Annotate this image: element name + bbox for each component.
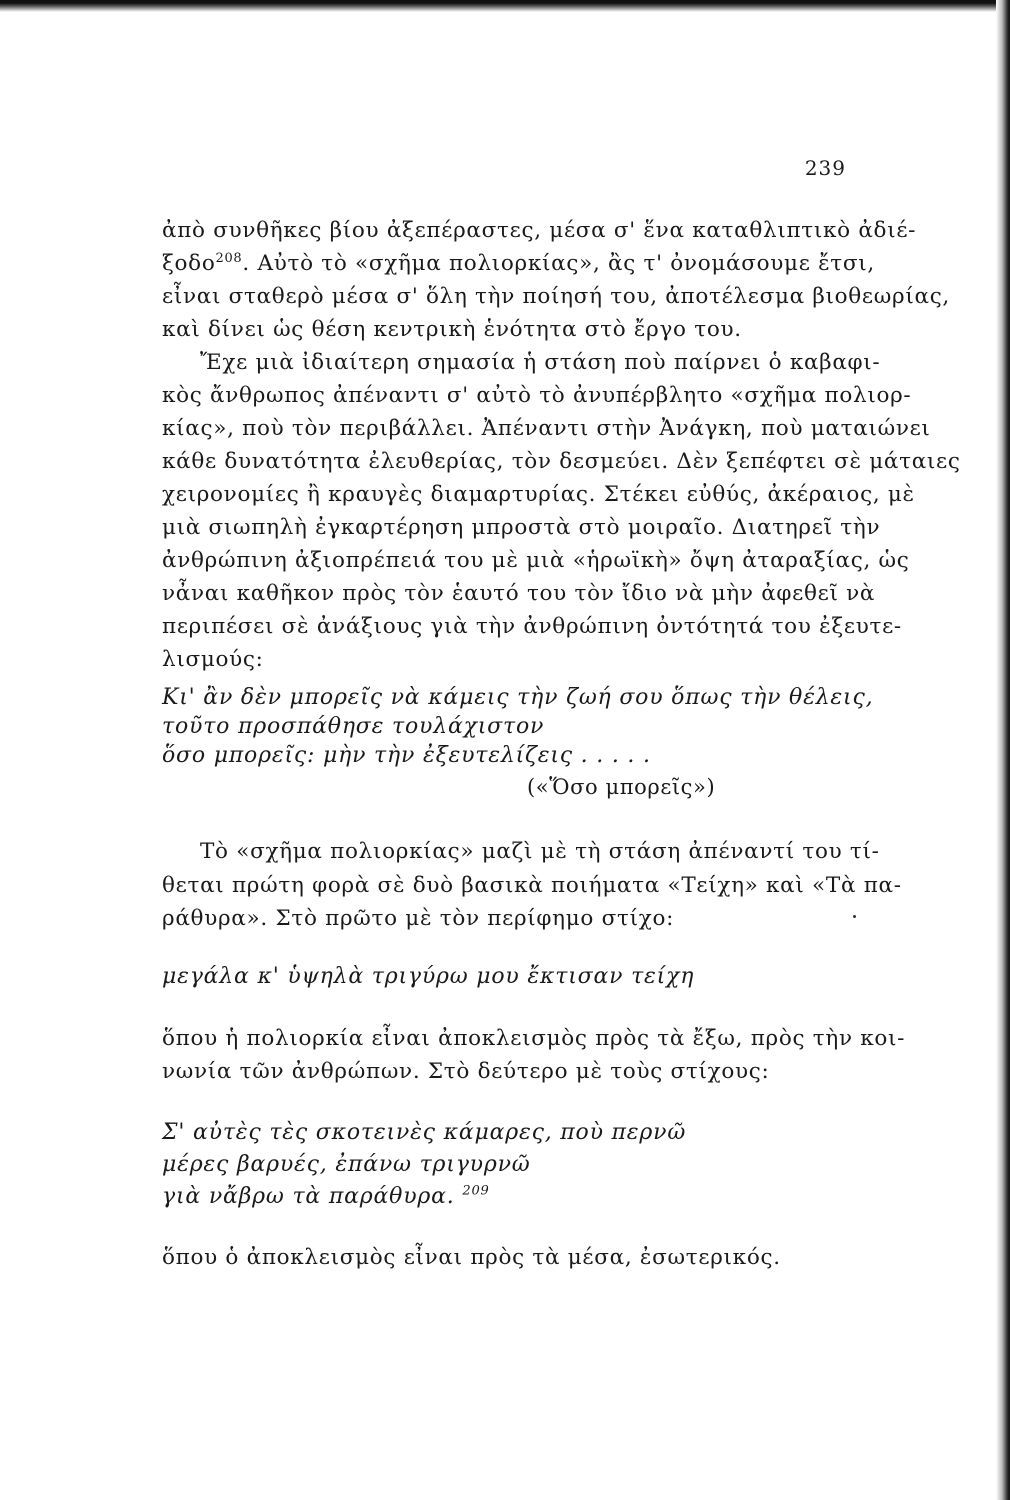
poem-source: («Ὅσο μπορεῖς») <box>527 775 716 799</box>
verse-line: γιὰ νἄβρω τὰ παράθυρα. $^{209}$ <box>162 1183 490 1209</box>
page-number: 239 <box>804 156 846 180</box>
scan-right-edge <box>996 0 1010 1500</box>
body-line: κάθε δυνατότητα ἐλευθερίας, τὸν δεσμεύει. Δὲν ξεπέφτει σὲ μάταιες <box>162 449 961 474</box>
verse-line: Κι' ἂν δὲν μπορεῖς νὰ κάμεις τὴν ζωή σου ὅπως τὴν θέλεις, <box>162 685 874 710</box>
body-line: ξοδο$^{208}$. Αὐτὸ τὸ «σχῆμα πολιορκίας», ἂς τ' ὀνομάσουμε ἔτσι, <box>162 250 875 276</box>
body-line: ράθυρα». Στὸ πρῶτο μὲ τὸν περίφημο στίχο: <box>162 906 675 931</box>
body-line: λισμούς: <box>162 647 264 672</box>
body-line: χειρονομίες ἢ κραυγὲς διαμαρτυρίας. Στέκει εὐθύς, ἀκέραιος, μὲ <box>162 482 915 507</box>
verse-line: μέρες βαρυές, ἐπάνω τριγυρνῶ <box>162 1152 531 1177</box>
verse-line: τοῦτο προσπάθησε τουλάχιστον <box>162 714 545 739</box>
body-line: ἀπὸ συνθῆκες βίου ἀξεπέραστες, μέσα σ' ἕνα καταθλιπτικὸ ἀδιέ- <box>162 218 917 243</box>
scan-top-edge <box>0 0 1010 12</box>
body-line: καὶ δίνει ὡς θέση κεντρικὴ ἑνότητα στὸ ἔργο του. <box>162 317 742 342</box>
body-line: Τὸ «σχῆμα πολιορκίας» μαζὶ μὲ τὴ στάση ἀπέναντί του τί- <box>200 839 880 864</box>
body-line: μιὰ σιωπηλὴ ἐγκαρτέρηση μπροστὰ στὸ μοιραῖο. Διατηρεῖ τὴν <box>162 515 881 540</box>
footnote-ref: 209 <box>462 1183 490 1199</box>
body-line: ἀνθρώπινη ἀξιοπρέπειά του μὲ μιὰ «ἡρωϊκὴ» ὄψη ἀταραξίας, ὡς <box>162 548 910 573</box>
verse-line: μεγάλα κ' ὑψηλὰ τριγύρω μου ἔκτισαν τείχη <box>162 964 695 989</box>
body-line: κὸς ἄνθρωπος ἀπέναντι σ' αὐτὸ τὸ ἀνυπέρβλητο «σχῆμα πολιορ- <box>162 383 912 408</box>
verse-line: ὅσο μπορεῖς: μὴν τὴν ἐξευτελίζεις . . . . . <box>162 743 651 768</box>
body-line: ὅπου ὁ ἀποκλεισμὸς εἶναι πρὸς τὰ μέσα, ἐσωτερικός. <box>162 1245 781 1270</box>
body-line: θεται πρώτη φορὰ σὲ δυὸ βασικὰ ποιήματα «Τείχη» καὶ «Τὰ πα- <box>162 873 902 898</box>
scan-speck <box>853 915 856 918</box>
body-line: περιπέσει σὲ ἀνάξιους γιὰ τὴν ἀνθρώπινη ὀντότητά του ἐξευτε- <box>162 614 902 639</box>
footnote-ref: 208 <box>215 250 243 266</box>
body-line: εἶναι σταθερὸ μέσα σ' ὅλη τὴν ποίησή του, ἀποτέλεσμα βιοθεωρίας, <box>162 284 950 309</box>
body-line: ὅπου ἡ πολιορκία εἶναι ἀποκλεισμὸς πρὸς τὰ ἔξω, πρὸς τὴν κοι- <box>162 1026 906 1051</box>
body-line: νωνία τῶν ἀνθρώπων. Στὸ δεύτερο μὲ τοὺς στίχους: <box>162 1059 770 1084</box>
body-line: Ἔχε μιὰ ἰδιαίτερη σημασία ἡ στάση ποὺ παίρνει ὁ καβαφι- <box>200 350 881 375</box>
verse-line: Σ' αὐτὲς τὲς σκοτεινὲς κάμαρες, ποὺ περνῶ <box>162 1120 687 1145</box>
body-line: κίας», ποὺ τὸν περιβάλλει. Ἀπέναντι στὴν Ἀνάγκη, ποὺ ματαιώνει <box>162 416 931 441</box>
body-line: νἆναι καθῆκον πρὸς τὸν ἑαυτό του τὸν ἴδιο νὰ μὴν ἀφεθεῖ νὰ <box>162 581 876 606</box>
